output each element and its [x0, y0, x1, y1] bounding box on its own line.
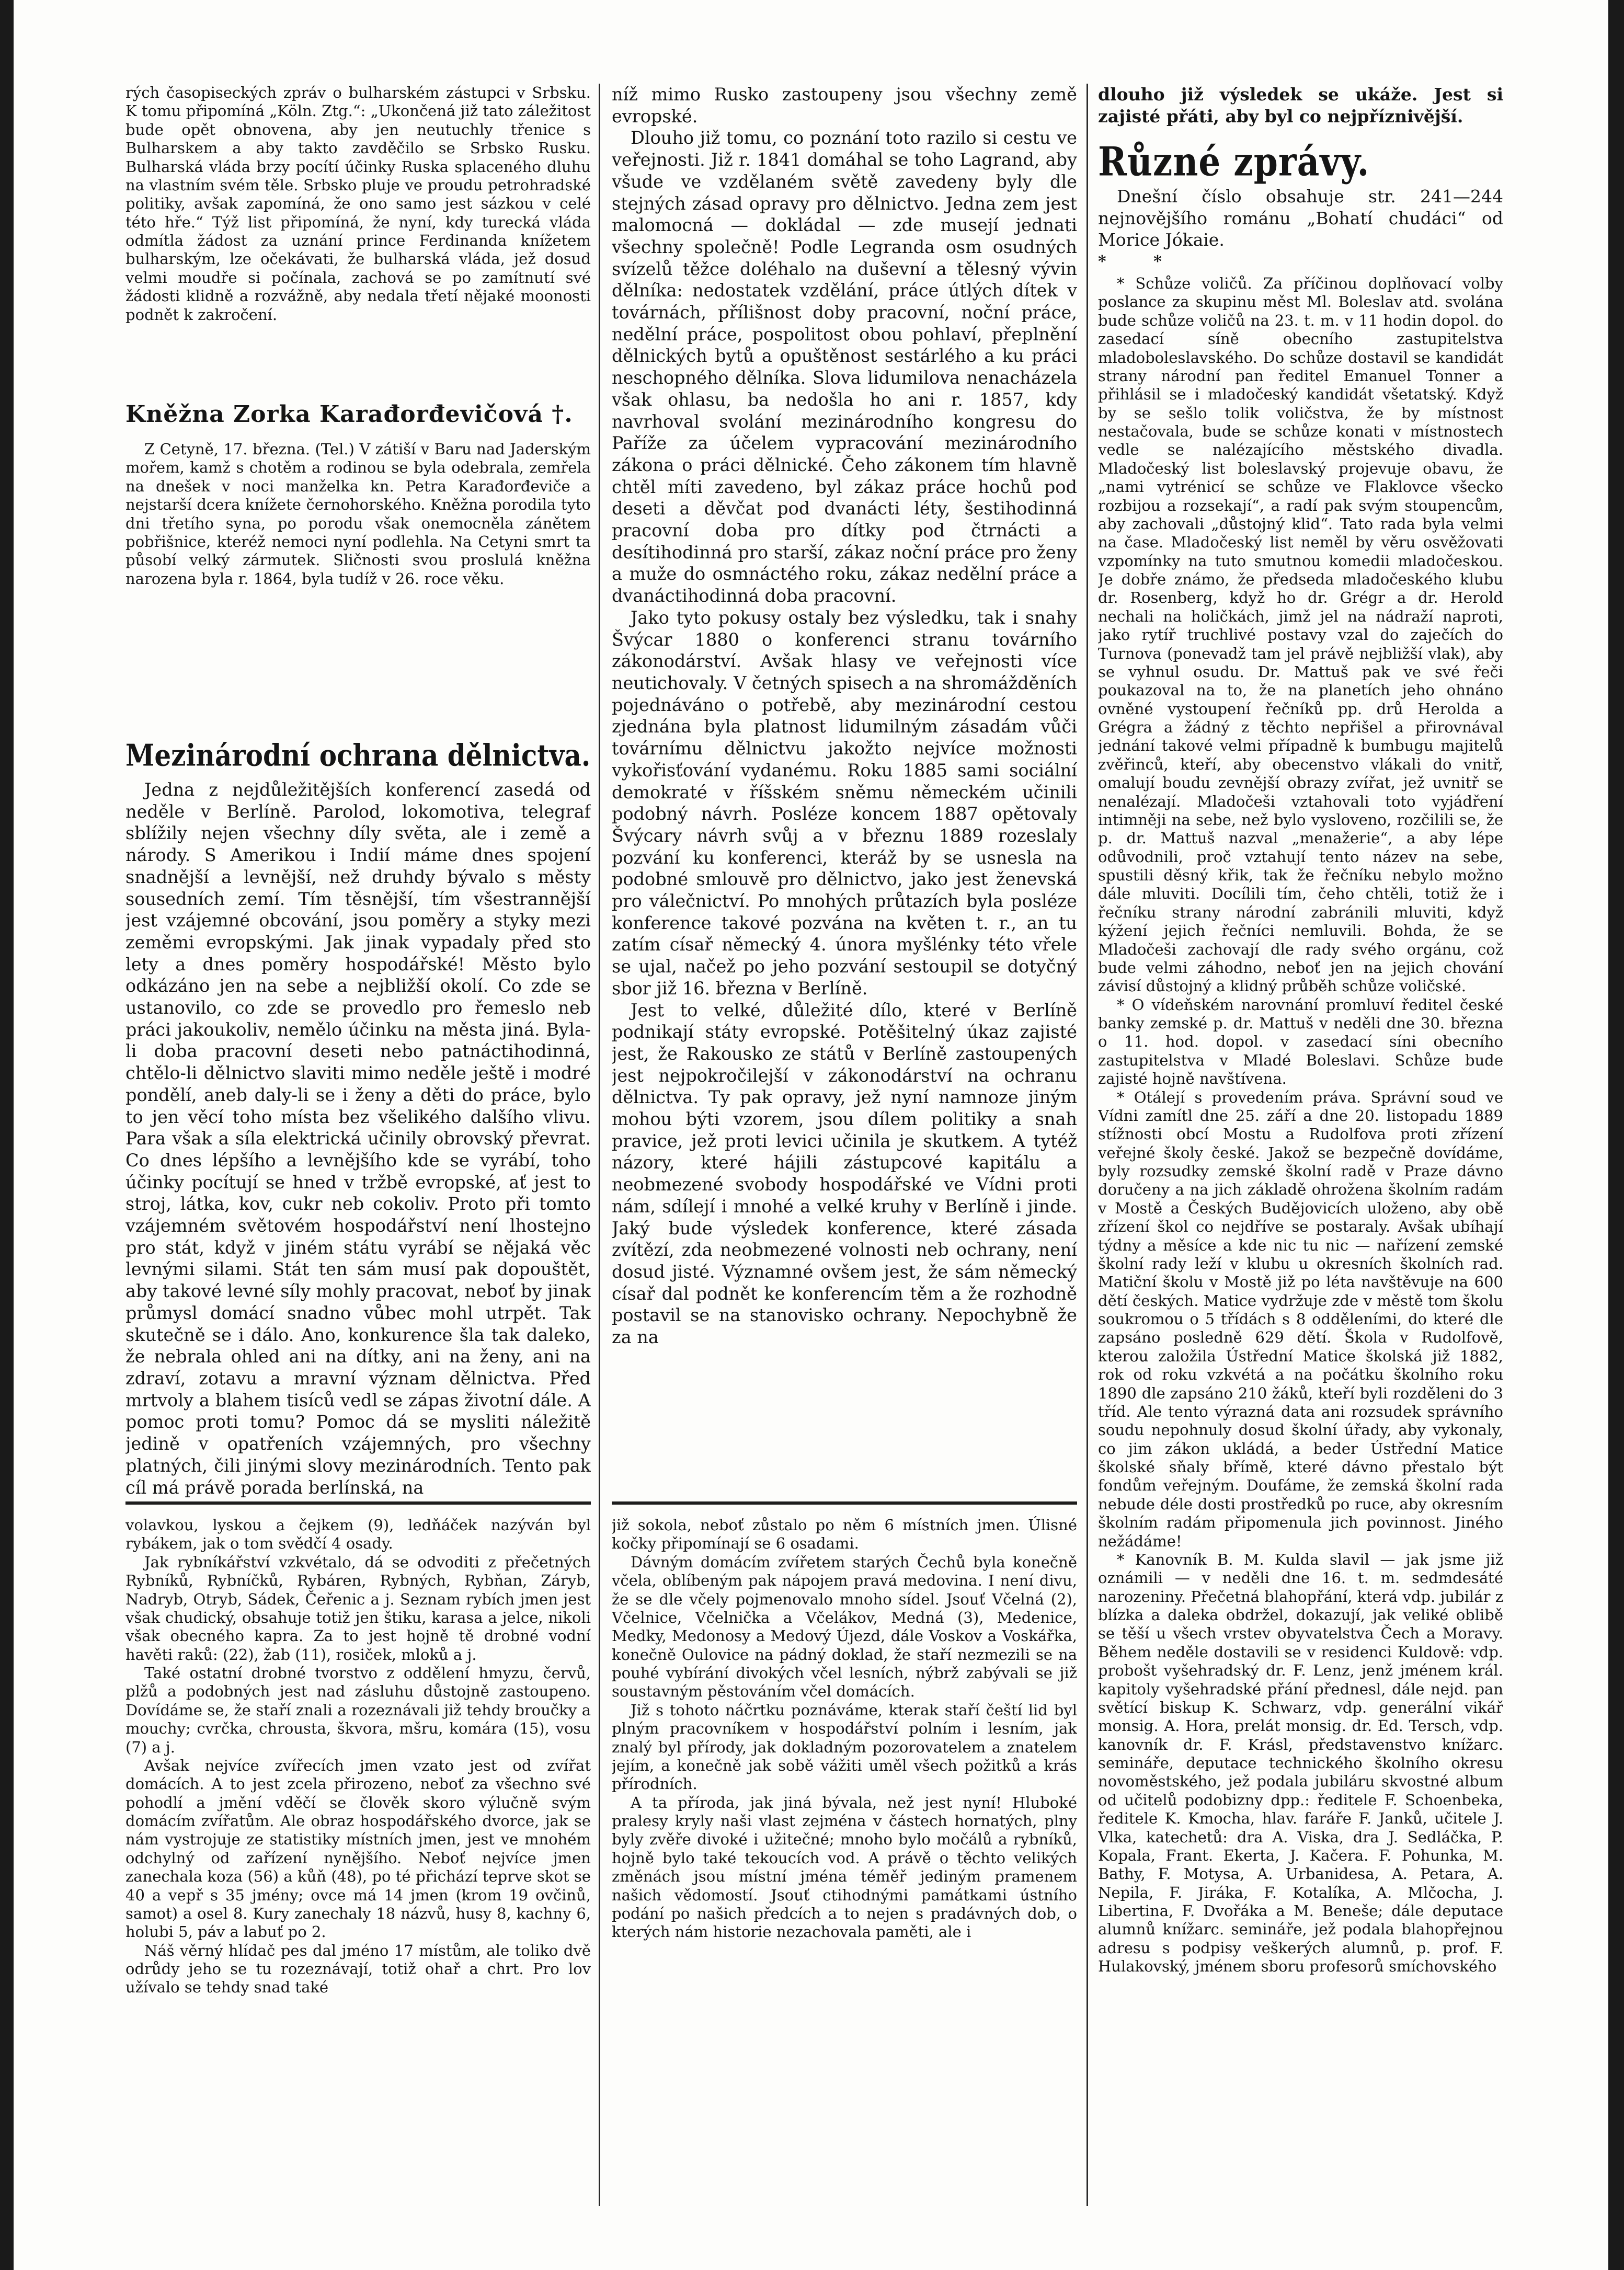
paragraph: Jedna z nejdůležitějších konferencí zasedá od neděle v Berlíně. Parolod, lokomotiva, telegraf sblížily nejen všechny díly světa, ale i země a národy. S Amerikou i Indií máme dnes spojení snadnější a levnější, než druhdy bývalo s městy sousedních zemí. Tím těsnější, tím všestrannější jest vzájemné obcování, jsou poměry a styky mezi zeměmi evropskými. Jak jinak vypadaly před sto lety a dnes poměry hospodářské! Město bylo odkázáno jen na sebe a nejbližší okolí. Co zde se ustanovilo, co zde se provedlo pro řemeslo neb práci jakoukoliv, nemělo účinku na města jiná. Byla-li doba pracovní deseti nebo patnáctihodinná, chtělo-li dělnictvo slaviti mimo neděle ještě i modré pondělí, aneb daly-li se i ženy a děti do práce, bylo to jen věcí toho místa bez všelikého dalšího vlivu. Para však a síla elektrická učinily obrovský převrat. Co dnes lépšího a levnějšího kde se vyrábí, toho účinky pocítují se hned v tržbě evropské, ať jest to stroj, látka, kov, cukr neb cokoliv. Proto při tomto vzájemném světovém hospodářství není lhostejno pro stát, když v jiném státu vyrábí se nějaká věc levnými silami. Stát ten sám musí pak dopouštět, aby takové levné síly mohly pracovat, neboť by jinak průmysl domácí snadno vůbec mohl utrpět. Tak skutečně se i dálo. Ano, konkurence šla tak daleko, že nebrala ohled ani na dítky, ani na ženy, ani na zdraví, zotavu a mravní význam dělnictva. Před mrtvoly a blahem tisíců vedl se zápas životní dále. A pomoc proti tomu? Pomoc dá se mysliti náležitě jedině v opatřeních vzájemných, pro všechny platných, čili jinými slovy mezinárodních. Tento pak cíl má právě porada berlínská, na: [125, 779, 591, 1498]
paragraph: Z Cetyně, 17. března. (Tel.) V zátiší v Baru nad Jaderským mořem, kamž s chotěm a rodinou se byla odebrala, zemřela na dnešek v noci manželka kn. Petra Karađorđeviče a nejstarší dcera knížete černohorského. Kněžna porodila tyto dni třetího syna, po porodu však onemocněla zánětem pobřišnice, kteréž nemoci nyní podlehla. Na Cetyni smrt ta působí velký zármutek. Sličnosti svou proslulá kněžna narozena byla r. 1864, byla tudíž v 26. roce věku.: [125, 440, 591, 588]
separator-asterisks: * *: [1098, 253, 1183, 271]
paragraph: Náš věrný hlídač pes dal jméno 17 místům, ale toliko dvě odrůdy jeho se tu rozeznávají, totiž ohař a chrt. Pro lov užívalo se tehdy snad také: [125, 1941, 591, 1997]
feuilleton-column-1: [125, 1516, 591, 1997]
section-title: Různé zprávy.: [1098, 138, 1370, 185]
article-title: Mezinárodní ochrana dělnictva.: [125, 737, 591, 773]
feuilleton-column-2: [612, 1516, 1077, 1942]
paragraph: Avšak nejvíce zvířecích jmen vzato jest od zvířat domácích. A to jest zcela přirozeno, neboť za všechno své pohodlí a jmění vděčí se člověk skoro výlučně svým domácím zvířatům. Ale obraz hospodářského dvorce, jak se nám vystrojuje ze statistiky místních jmen, jest ve mnohém odchylný od zařízení nynějšího. Neboť nejvíce jmen zanechala koza (56) a kůň (48), po té přichází teprve skot se 40 a vepř s 35 jmény; ovce má 14 jmen (krom 19 ovčinů, samot) a osel 8. Kury zanechaly 18 názvů, husy 8, kachny 6, holubi 5, páv a labuť po 2.: [125, 1756, 591, 1941]
paragraph: níž mimo Rusko zastoupeny jsou všechny země evropské.: [612, 84, 1077, 127]
column-rule-1: [599, 84, 600, 2206]
news-heading-block: [1098, 140, 1503, 184]
column-2: [612, 84, 1077, 2227]
column-3: [1098, 84, 1503, 2227]
paragraph: A ta příroda, jak jiná bývala, než jest nyní! Hluboké pralesy kryly naši vlast zejména v částech hornatých, plny byly zvěře divoké i užitečné; mnoho bylo močálů a rybníků, hojně bylo také tekoucích vod. A právě o těchto velikých změnách jsou místní jména téměř jediným pramenem našich vědomostí. Jsouť ctihodnými památkami ústního podání po našich předcích a to nejen s pradávných dob, o kterých nám historie nezachovala paměti, ale i: [612, 1793, 1077, 1941]
scan-edge-left: [0, 0, 14, 2270]
article-body: [125, 779, 591, 1498]
news-item: * Kanovník B. M. Kulda slavil — jak jsme již oznámili — v neděli dne 16. t. m. sedmdesáté narozeniny. Přečetná blahopřání, která vdp. jubilár z blízka a daleka obdržel, dokazují, jak veliké oblibě se těší u všech vrstev obyvatelstva Čech a Moravy. Během neděle dostavili se v residenci Kuldově: vdp. probošt vyšehradský dr. F. Lenz, jenž jménem král. kapitoly vyšehradské přání přednesl, dále nejd. pan světící biskup K. Schwarz, vdp. generální vikář monsig. A. Hora, prelát monsig. dr. Ed. Tersch, vdp. kanovník dr. F. Krásl, představenstvo knížarc. semináře, deputace technického školního okresu novoměstského, jež podala jubiláru skvostné album od učitelů podobizny dpp.: ředitele F. Schoenbeka, ředitele K. Kmocha, hlav. faráře F. Janků, učitele J. Vlka, katechetů: dra A. Viska, dra J. Sedláčka, P. Kopala, Frant. Ekerta, J. Kačera. F. Pohunka, M. Bathy, F. Motysa, A. Urbanidesa, A. Petara, A. Nepila, F. Jiráka, F. Kotalíka, A. Mlčocha, J. Libertina, F. Dvořáka a M. Beneše; dále deputace alumnů knížarc. semináře, jež podala blahopřejnou adresu s podpisy veškerých alumnů, p. prof. F. Hulakovský, jménem sboru profesorů smíchovského: [1098, 1550, 1503, 1976]
paragraph: Dlouho již tomu, co poznání toto razilo si cestu ve veřejnosti. Již r. 1841 domáhal se toho Lagrand, aby všude ve vzdělaném světě zavedeny byly dle stejných zásad opravy pro dělnictvo. Jedna zem jest malomocná — dokládal — zde musejí jednati všechny společně! Podle Legranda osm osudných svízelů těžce doléhalo na duševní a tělesný vývin dělníka: nedostatek vzdělání, práce útlých dítek v továrnách, přílišnost doby pracovní, noční práce, nedělní práce, pospolitost obou pohlaví, přeplnění dělnických bytů a opuštěnost sestárlého a ku práci neschopného dělníka. Slova lidumilova nenacházela však ohlasu, ba nedošla ho ani r. 1857, kdy navrhoval svolání mezinárodního kongresu do Paříže za účelem vypracování mezinárodního zákona o práci dělnické. Čeho zákonem tím hlavně chtěl míti zavedeno, byl zákaz práce hochů pod deseti a děvčat pod dvanácti léty, šestihodinná pracovní doba pro dítky pod čtrnácti a desítihodinná pro starší, zákaz noční práce pro ženy a muže do osmnáctého roku, zákaz nedělní práce a dvanáctihodinná doba pracovní.: [612, 128, 1077, 606]
paragraph: Také ostatní drobné tvorstvo z oddělení hmyzu, červů, plžů a podobných jest nad zásluhu důstojně zastoupeno. Dovídáme se, že staří znali a rozeznávali již tehdy broučky a mouchy; cvrčka, chrousta, škvora, mšru, komára (15), vosu (7) a j.: [125, 1664, 591, 1756]
news-item: * O vídeňském narovnání promluví ředitel české banky zemské p. dr. Mattuš v neděli dne 30. března o 11. hod. dopol. v zasedací síni obecního zastupitelstva v Mladé Boleslavi. Schůze bude zajisté hojně navštívena.: [1098, 995, 1503, 1088]
obituary-body: [125, 440, 591, 588]
paragraph: dlouho již výsledek se ukáže. Jest si zajisté přáti, aby byl co nejpříznivější.: [1098, 84, 1503, 127]
column-3-top: [1098, 84, 1503, 127]
paragraph: volavkou, lyskou a čejkem (9), ledňáček nazýván byl rybákem, jak o tom svědčí 4 osady.: [125, 1516, 591, 1553]
newspaper-page: [125, 84, 1503, 2238]
news-item: * Schůze voličů. Za příčinou doplňovací volby poslance za skupinu měst Ml. Boleslav atd. svolána bude schůze voličů na 23. t. m. v 11 hodin dopol. do zasedací síně obecního zastupitelstva mladoboleslavského. Do schůze dostavil se kandidát strany národní pan ředitel Emanuel Tonner a přihlásil se i mladočeský kandidát všetatský. Když by se sešlo tolik voličstva, že by místnost nestačovala, bude se schůze konati v místnostech vedle se nalézajícího městského divadla. Mladočeský list boleslavský projevuje obavu, že „nami vytrénicí se schůze ve Flaklovce všecko rozbijou a rozsekají“, a radí pak svým stoupencům, aby zachovali „důstojný klid“. Tato rada byla velmi na čase. Mladočeský list neměl by věru osvěžovati vzpomínky na tuto smutnou komedii mladočeskou. Je dobře známo, že předseda mladočeského klubu dr. Rosenberg, když ho dr. Grégr a dr. Herold nechali na holičkách, jimž jel na nádraží naproti, jako rytíř truchlivé postavy vzal do zaječích do Turnova (ponevadž tam jel právě nejbližší vlak), aby se vyhnul osudu. Dr. Mattuš pak ve své řeči poukazoval na to, že na planetích jeho ohnáno ovněné vystoupení řečníků pp. drů Herolda a Grégra a žádný z těchto nepřišel a přirovnával jednání takové velmi případně k bumbugu majitelů zvěřinců, kteří, aby obecenstvo vlákali do vnitř, omalují boudu zevnější obrazy zvířat, jež uvnitř se nenalézají. Mladočeši vztahovali toto vyjádření intimněji na sebe, než bylo vysloveno, rozčilili se, že p. dr. Mattuš nazval „menažerie“, a aby lépe odůvodnili, proč vztahují tento název na sebe, spustili děsný křik, tak že řečníku nebylo možno dále mluviti. Docílili tím, čeho chtěli, totiž že i řečníku strany národní zabránili mluviti, když kýžení jejich řečníci nemluvili. Bohda, že se Mladočeši zachovají dle rady svého orgánu, což bude velmi záhodno, neboť jen na jejich chování závisí důstojný a klidný průběh schůze voličské.: [1098, 274, 1503, 995]
paragraph: Jako tyto pokusy ostaly bez výsledku, tak i snahy Švýcar 1880 o konferenci stranu továrního zákonodárství. Avšak hlasy ve veřejnosti více neutichovaly. V četných spisech a na shromážděních pojednáváno o potřebě, aby mezinárodní cestou zjednána byla platnost lidumilným zásadám vůči továrnímu dělnictvu jakožto nejvíce možnosti vykořisťování vydanému. Roku 1885 sami sociální demokraté v říšském sněmu německém učinili podobný návrh. Posléze koncem 1887 opětovaly Švýcary návrh svůj a v březnu 1889 rozeslaly pozvání ku konferenci, kteráž by se usnesla na podobné smlouvě pro dělnictvo, jako jest ženevská pro válečnictví. Po mnohých průtazích byla posléze konference takové pozvána na květen t. r., an tu zatím císař německý 4. února myšlénky této vřele se ujal, načež po jeho pozvání sestoupil se dotyčný sbor již 16. března v Berlíně.: [612, 607, 1077, 999]
column-1: [125, 84, 591, 2227]
paragraph: Jest to velké, důležité dílo, které v Berlíně podnikají státy evropské. Potěšitelný úkaz zajisté jest, že Rakousko ze států v Berlíně zastoupených jest nejpokročilejší v zákonodárství na ochranu dělnictva. Ty pak opravy, jež nyní namnoze jiným mohou býti vzorem, jsou dílem politiky a snah pravice, jež proti levici učinila je skutkem. A tytéž názory, které hájili zástupcové kapitálu a neobmezené svobody hospodářské ve Vídni proti nám, sdílejí i mnohé a velké kruhy v Berlíně i jinde. Jaký bude výsledek konference, které zásada zvítězí, zda neobmezené volnosti neb ochrany, není dosud jisté. Významné ovšem jest, že sám německý císař dal podnět ke konferencím těm a že rozhodně postavil se na stanovisko ochrany. Nepochybně že za na: [612, 1000, 1077, 1348]
news-item: * Otálejí s provedením práva. Správní soud ve Vídni zamítl dne 25. září a dne 20. listopadu 1889 stížnosti obcí Mostu a Rudolfova proti zřízení veřejné školy české. Jakož se bezpečně dovídáme, byly rozsudky zemské školní radě v Praze dávno doručeny a na jich základě ohrožena školním radám v Mostě a Českých Budějovicích uloženo, aby obě zřízení škol co nejdříve se postaraly. Avšak ubíhají týdny a měsíce a kde nic tu nic — nařízení zemské školní rady leží v klubu u okresních školních rad. Matiční školu v Mostě již po léta navštěvuje na 600 dětí českých. Matice vydržuje zde v městě tom školu soukromou o 5 třídách s 8 odděleními, do které dle zapsáno posledně 629 dětí. Škola v Rudolfově, kterou založila Ústřední Matice školská již 1882, rok od roku vzkvétá a na počátku školního roku 1890 dle zapsáno 210 žáků, kteří byli rozděleni do 3 tříd. Ale tento výrazná data ani rozsudek správního soudu nepohnuly dosud školní úřady, aby vykonaly, co jim zákon ukládá, a beder Ústřední Matice školské sňaly břímě, které dávno přestalo být fondům veřejným. Doufáme, že zemská školní rada nebude déle dosti prostředků po ruce, aby okresním školním radám připomenula jich povinnost. Jiného nežádáme!: [1098, 1088, 1503, 1550]
paragraph: Již s tohoto náčrtku poznáváme, kterak staří čeští lid byl plným pracovníkem v hospodářství polním i lesním, jak znalý byl přírody, jak dokladným pozorovatelem a znatelem jejím, a konečně jak sobě vážiti uměl všech požitků a krás přírodních.: [612, 1701, 1077, 1793]
scan-edge-right: [1608, 0, 1624, 2270]
obituary-heading-block: [125, 400, 591, 429]
paragraph: Jak rybníkářství vzkvétalo, dá se odvoditi z přečetných Rybníků, Rybníčků, Rybáren, Rybných, Rybňan, Záryb, Nadryb, Otryb, Sádek, Čeřenic a j. Seznam rybích jmen jest však chudický, obsahuje totiž jen štiku, karasa a jelce, nikoli však obecného kapra. Za to jest hojně tě drobné vodní havěti raků: (22), žab (11), rosiček, mloků a j.: [125, 1553, 591, 1664]
paragraph: již sokola, neboť zůstalo po něm 6 místních jmen. Úlisné kočky připomínají se 6 osadami.: [612, 1516, 1077, 1553]
issue-note: [1098, 186, 1503, 251]
paragraph: Dnešní číslo obsahuje str. 241—244 nejnovějšího románu „Bohatí chudáci“ od Morice Jókaie.: [1098, 186, 1503, 250]
column-1-top: [125, 84, 591, 324]
obituary-title: Kněžna Zorka Karađorđevičová †.: [125, 401, 573, 428]
article-continuation: [612, 84, 1077, 1348]
separator-block: [1098, 252, 1503, 272]
paragraph: rých časopiseckých zpráv o bulharském zástupci v Srbsku. K tomu připomíná „Köln. Ztg.“: „Ukončená již tato záležitost bude opět obnovena, aby jen neutuchly třenice s Bulharskem a aby takto zavděčilo se Srbsko Rusku. Bulharská vláda brzy pocítí účinky Ruska splaceného dluhu na vlastním svém těle. Srbsko pluje ve proudu petrohradské politiky, avšak zapomíná, že ono samo jest sázkou v celé této hře.“ Týž list připomíná, že nyní, kdy turecká vláda odmítla žádost za uznání prince Ferdinanda knížetem bulharským, lze očekávati, že bulharská vláda, jež dosud velmi moudře si počínala, zachová se po zamítnutí své žádosti klidně a rozvážně, aby nedala třetí nějaké moonosti podnět k zakročení.: [125, 84, 591, 324]
column-rule-2: [1087, 84, 1088, 2206]
news-items: [1098, 274, 1503, 1976]
article-heading-block: [125, 739, 591, 772]
paragraph: Dávným domácím zvířetem starých Čechů byla konečně včela, oblíbeným pak nápojem pravá medovina. I není divu, že se dle včely pojmenovalo mnoho sídel. Jsouť Včelná (2), Včelnice, Včelnička a Včelákov, Medná (3), Medenice, Medky, Medonosy a Medový Újezd, dále Voskov a Voskářka, konečně Oulovice na pádný doklad, že staří nezmezili se na pouhé vybírání divokých včel lesních, nýbrž zabývali se již soustavným pěstováním včel domácích.: [612, 1553, 1077, 1701]
